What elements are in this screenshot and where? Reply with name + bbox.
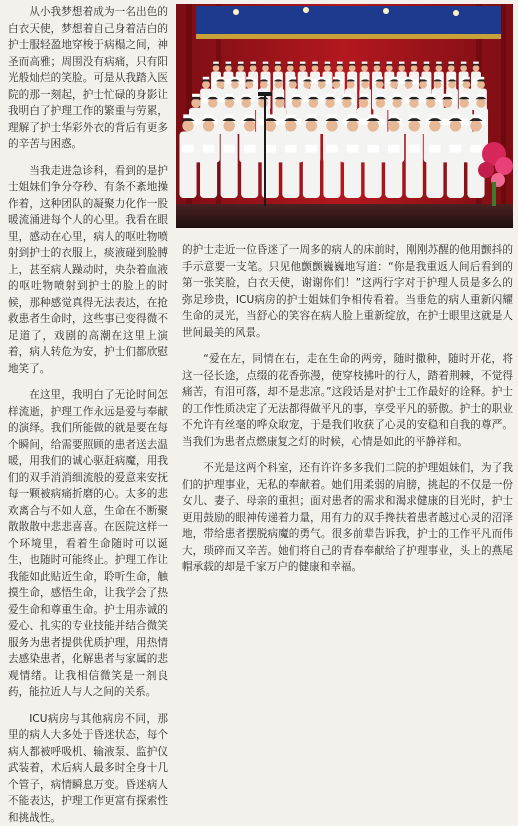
paragraph: 不光是这两个科室，还有许许多多我们二院的护理姐妹们，为了我们的护理事业，无私的奉献着。她们用柔弱的肩膀，挑起的不仅是一份女儿、妻子、母亲的重担；面对患者的需求和渴求健康的目光时，护士更用鼓励的眼神传递着力量，用有力的双手搀扶着患者越过心灵的沼泽地，带给患者摆脱病魔的勇气。很多前辈告诉我，护士的工作平凡而伟大，琐碎而又辛苦。她们将自己的青春奉献给了护理事业，头上的燕尾帽承载的却是千家万户的健康和幸福。: [182, 460, 513, 576]
paragraph: 从小我梦想着成为一名出色的白衣天使，梦想着自己身着洁白的护士服轻盈地穿梭于病榻之间，神圣而高雅；周围没有病痛，只有阳光般灿烂的笑脸。可是从我踏入医院的那一刻起，护士忙碌的身影让我明白了护理工作的繁重与劳累，理解了护士华彩外衣的背后有更多的辛苦与困惑。: [8, 4, 168, 153]
paragraph: 当我走进急诊科，看到的是护士姐妹们争分夺秒、有条不紊地操作着，这种团队的凝聚力化作一股暖流涌进每个人的心里。我看在眼里，感动在心里，病人的呕吐物喷射到护士的衣服上，痰液碰到脸膊上，甚至病人躁动时，央杂着血液的呕吐物喷射到护士的脸上的时候，那种感觉真得无法表达，在抢救患者生命时，这些事已变得微不足道了，戏剧的高潮在这里上演着，病人转危为安，护士们都欣慰地笑了。: [8, 163, 168, 378]
paragraph: 的护士走近一位昏迷了一周多的病人的床前时，刚刚苏醒的他用颤抖的手示意要一支笔。只见他颤颤巍巍地写道：“你是我重返人间后看到的第一张笑脸，白衣天使，谢谢你们！”这两行字对于护理人员是多么的弥足珍贵，ICU病房的护士姐妹们争相传看着。当垂危的病人重新闪耀生命的灵光，当舒心的笑容在病人脸上重新绽放，在护士眼里这就是人世间最美的风景。: [182, 242, 513, 341]
nurses-choir-photo: [176, 4, 513, 228]
paragraph: 在这里，我明白了无论时间怎样流逝，护理工作永远是爱与奉献的演绎。我们所能做的就是要在每个瞬间，给需要照顾的患者送去温暖，用我们的诚心驱赶病魔，用我们的双手消消细流般的爱意来安抚每一颗被病痛折磨的心。太多的悲欢离合与不如人意，生命在不断聚散散散中悲悲喜喜。在医院这样一个环境里，看着生命随时可以诞生，也随时可能终止。护理工作让我能如此贴近生命，聆听生命，触摸生命，感悟生命，让我学会了热爱生命和尊重生命。护士用赤诚的爱心、扎实的专业技能并结合微笑服务为患者提供优质护理，用热情去感染患者，化解患者与家属的悲观情绪。让我相信微笑是一剂良药，能拉近人与人之间的关系。: [8, 387, 168, 701]
stage-floor: [176, 204, 513, 228]
paragraph: “爱在左，同情在右，走在生命的两旁，随时撒种，随时开花，将这一径长途，点缀的花香弥漫，使穿枝拂叶的行人，踏着荆棘，不觉得痛苦，有泪可落，却不是悲凉。”这段话是对护士工作最好的诠释。护士的工作性质决定了无法都得做平凡的事，享受平凡的骄傲。护士的职业不允许有丝毫的哗众取宠，于是我们收获了心灵的安稳和自我的尊严。当我们为患者点燃康复之灯的时候，心情是如此的平静祥和。: [182, 351, 513, 450]
right-text-column: [182, 242, 513, 576]
banner-trim: [196, 34, 501, 39]
photo-illustration: [176, 4, 513, 228]
paragraph: ICU病房与其他病房不同，那里的病人大多处于昏迷状态，每个病人都被呼吸机、输液泵、监护仪武装着，术后病人最多时全身十几个管子，病情瞬息万变。昏迷病人不能表达，护理工作更富有探索性和挑战性。: [8, 711, 168, 826]
left-text-column: [8, 4, 168, 826]
nurses-choir: [179, 62, 488, 198]
